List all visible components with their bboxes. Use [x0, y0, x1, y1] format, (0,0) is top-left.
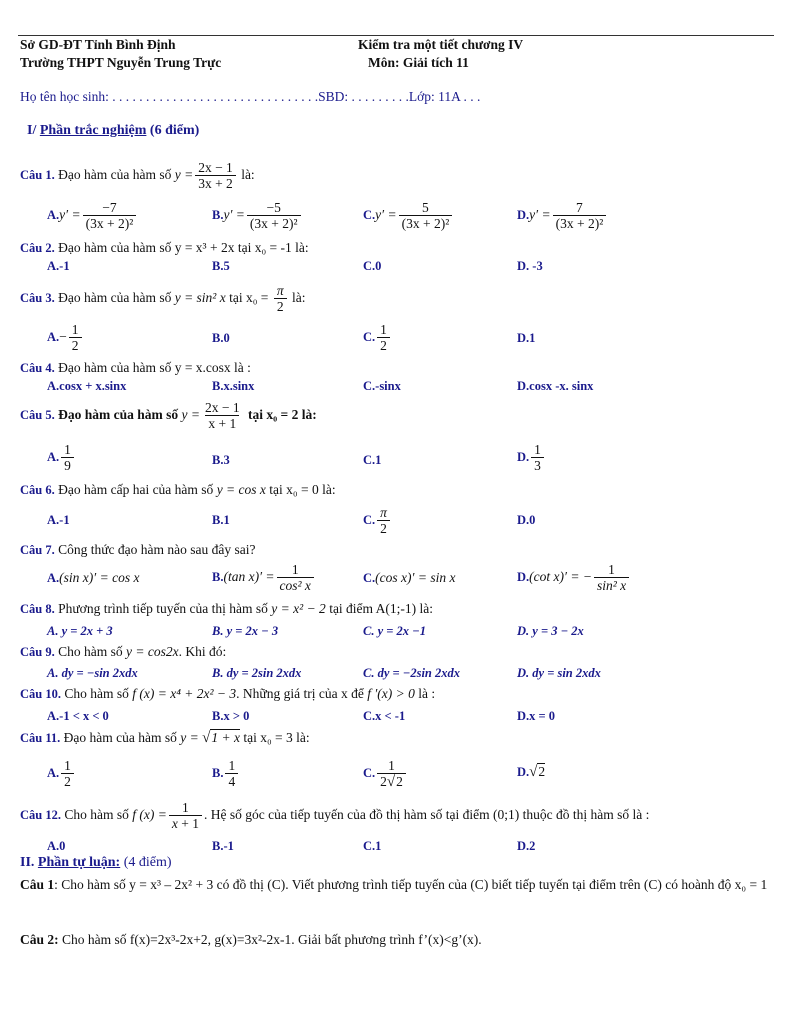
q10-option-a[interactable]: A.-1 < x < 0: [47, 709, 109, 723]
q11-option-d[interactable]: D.√2: [517, 764, 546, 780]
subject-title: Môn: Giải tích 11: [368, 55, 469, 70]
q1-option-d[interactable]: D.y′ = $\frac{7}{\text{(3x + 2)²}}$: [517, 200, 608, 232]
question-9: Câu 9. Cho hàm số y = cos2x. Khi đó:: [20, 644, 227, 659]
q3-option-a[interactable]: A.− $\frac{1}{2}$: [47, 322, 84, 354]
question-6: Câu 6. Đạo hàm cấp hai của hàm số y = cos x tại x₀ = 0 là:: [20, 482, 336, 497]
q6-option-a[interactable]: A.-1: [47, 513, 70, 527]
q6-option-b[interactable]: B.1: [212, 513, 230, 527]
question-10: Câu 10. Cho hàm số f (x) = x⁴ + 2x² − 3. Những giá trị của x để f ′(x) > 0 là :: [20, 686, 436, 701]
question-3: Câu 3. Đạo hàm của hàm số y = sin² x tại x₀ = $\frac{\pi}{2}$ là:: [20, 283, 306, 314]
q1-option-c[interactable]: C.y′ = $\frac{5}{\text{(3x + 2)²}}$: [363, 200, 454, 232]
department-name: Sở GD-ĐT Tỉnh Bình Định: [20, 37, 176, 52]
q12-option-d[interactable]: D.2: [517, 839, 536, 853]
question-12: Câu 12. Cho hàm số f (x) = $\frac{1}{x + 1}$ . Hệ số góc của tiếp tuyến của đồ thị hàm số tại điểm (0;1) thuộc đồ thị hàm số là :: [20, 800, 650, 831]
q12-option-c[interactable]: C.1: [363, 839, 382, 853]
q4-option-c[interactable]: C.-sinx: [363, 379, 401, 393]
question-5: Câu 5. Đạo hàm của hàm số y = $\frac{2x - 1}{x + 1}$ tại x₀ = 2 là:: [20, 400, 317, 431]
q9-option-c[interactable]: C. dy = −2sin 2xdx: [363, 666, 460, 680]
top-divider: [18, 35, 774, 36]
q4-option-a[interactable]: A.cosx + x.sinx: [47, 379, 127, 393]
q2-option-b[interactable]: B.5: [212, 259, 230, 273]
question-4: Câu 4. Đạo hàm của hàm số y = x.cosx là :: [20, 360, 251, 375]
q9-option-b[interactable]: B. dy = 2sin 2xdx: [212, 666, 302, 680]
q8-option-b[interactable]: B. y = 2x − 3: [212, 624, 279, 638]
question-7: Câu 7. Công thức đạo hàm nào sau đây sai?: [20, 542, 256, 557]
essay-question-2: Câu 2: Cho hàm số f(x)=2x³-2x+2, g(x)=3x²-2x-1. Giải bất phương trình f’(x)<g’(x).: [20, 932, 482, 947]
q1-option-b[interactable]: B.y′ = $\frac{-5}{\text{(3x + 2)²}}$: [212, 200, 303, 232]
q12-option-b[interactable]: B.-1: [212, 839, 234, 853]
q11-option-a[interactable]: A. $\frac{1}{2}$: [47, 758, 76, 790]
q7-option-a[interactable]: A.(sin x)′ = cos x: [47, 570, 140, 585]
q9-option-d[interactable]: D. dy = sin 2xdx: [517, 666, 601, 680]
q7-option-d[interactable]: D.(cot x)′ = − $\frac{1}{\text{sin² x}}$: [517, 562, 631, 594]
q3-option-b[interactable]: B.0: [212, 331, 230, 345]
q11-option-b[interactable]: B. $\frac{1}{4}$: [212, 758, 240, 790]
q4-option-d[interactable]: D.cosx -x. sinx: [517, 379, 594, 393]
question-1: Câu 1. Đạo hàm của hàm số y = $\frac{2x - 1}{3x + 2}$ là:: [20, 160, 255, 191]
q5-option-a[interactable]: A. $\frac{1}{9}$: [47, 442, 76, 474]
q8-option-d[interactable]: D. y = 3 − 2x: [517, 624, 584, 638]
q1-option-a[interactable]: A.y′ = $\frac{-7}{\text{(3x + 2)²}}$: [47, 200, 138, 232]
school-name: Trường THPT Nguyễn Trung Trực: [20, 55, 222, 70]
q7-option-b[interactable]: B.(tan x)′ = $\frac{1}{\text{cos² x}}$: [212, 562, 316, 594]
q8-option-a[interactable]: A. y = 2x + 3: [47, 624, 113, 638]
question-11: Câu 11. Đạo hàm của hàm số y = √1 + x tại x₀ = 3 là:: [20, 730, 310, 746]
q3-option-d[interactable]: D.1: [517, 331, 536, 345]
q5-option-c[interactable]: C.1: [363, 453, 382, 467]
question-2: Câu 2. Đạo hàm của hàm số y = x³ + 2x tại x₀ = -1 là:: [20, 240, 309, 255]
q4-option-b[interactable]: B.x.sinx: [212, 379, 255, 393]
q11-option-c[interactable]: C. $\frac{1}{2√2}$: [363, 758, 408, 790]
q9-option-a[interactable]: A. dy = −sin 2xdx: [47, 666, 138, 680]
q5-option-d[interactable]: D. $\frac{1}{3}$: [517, 442, 546, 474]
part2-heading: II. Phần tự luận: (4 điểm): [20, 855, 172, 870]
q3-option-c[interactable]: C. $\frac{1}{2}$: [363, 322, 392, 354]
q5-option-b[interactable]: B.3: [212, 453, 230, 467]
q2-option-a[interactable]: A.-1: [47, 259, 70, 273]
q12-option-a[interactable]: A.0: [47, 839, 66, 853]
q6-option-c[interactable]: C. $\frac{\pi}{2}$: [363, 505, 392, 537]
test-title: Kiểm tra một tiết chương IV: [358, 37, 524, 52]
q10-option-d[interactable]: D.x = 0: [517, 709, 556, 723]
q2-option-d[interactable]: D. -3: [517, 259, 543, 273]
essay-question-1: Câu 1: Cho hàm số y = x³ – 2x² + 3 có đồ thị (C). Viết phương trình tiếp tuyến của (C) biết tiếp tuyến tại điểm trên (C) có hoành độ x₀ = 1: [20, 877, 768, 892]
q10-option-c[interactable]: C.x < -1: [363, 709, 406, 723]
student-info-line: Họ tên học sinh: . . . . . . . . . . . . . . . . . . . . . . . . . . . . . . .SBD: . . . . . . . . .Lớp: 11A . . .: [20, 89, 481, 104]
q10-option-b[interactable]: B.x > 0: [212, 709, 250, 723]
question-8: Câu 8. Phương trình tiếp tuyến của thị hàm số y = x² − 2 tại điểm A(1;-1) là:: [20, 601, 434, 616]
q6-option-d[interactable]: D.0: [517, 513, 536, 527]
q7-option-c[interactable]: C.(cos x)′ = sin x: [363, 570, 456, 585]
q8-option-c[interactable]: C. y = 2x −1: [363, 624, 426, 638]
part1-heading: I/ Phần trắc nghiệm (6 điểm): [27, 123, 200, 138]
q2-option-c[interactable]: C.0: [363, 259, 382, 273]
